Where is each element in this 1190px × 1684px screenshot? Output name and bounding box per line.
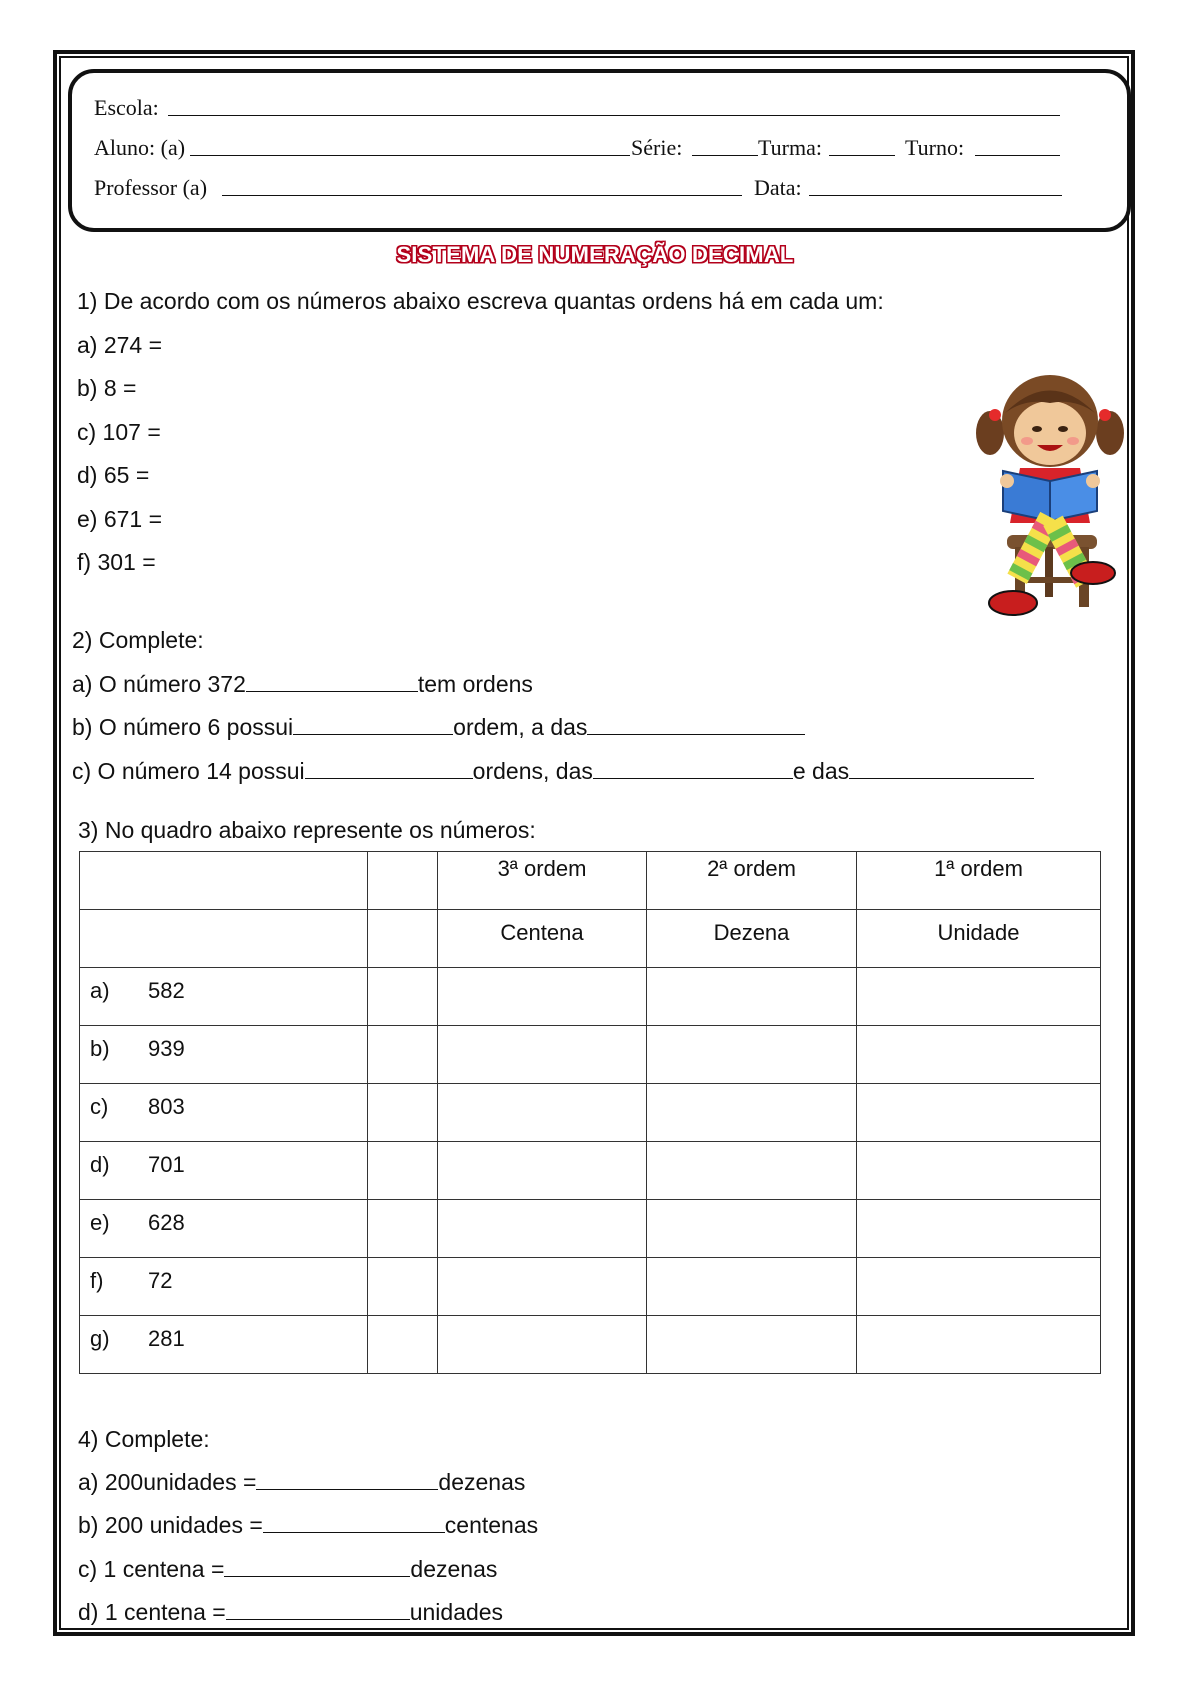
q2-a-blank[interactable]: [246, 671, 418, 692]
header-unidade: Unidade: [857, 910, 1101, 968]
row-letter: c): [90, 1094, 109, 1119]
date-label: Data:: [754, 175, 802, 200]
table-row: [80, 1084, 1101, 1142]
girl-reading-illustration: [975, 363, 1125, 623]
q4-a-post: dezenas: [438, 1469, 526, 1495]
row-letter: a): [90, 978, 110, 1003]
row-number: 281: [148, 1326, 185, 1351]
shift-label: Turno:: [905, 135, 965, 160]
header-order-2: 2ª ordem: [647, 852, 857, 910]
grade-label: Série:: [631, 135, 683, 160]
q3-prompt: 3) No quadro abaixo represente os números:: [78, 817, 536, 843]
page-title: SISTEMA DE NUMERAÇÃO DECIMAL: [396, 242, 794, 267]
row-letter: e): [90, 1210, 110, 1235]
q2-c-blank-3[interactable]: [849, 758, 1034, 779]
q4-prompt: 4) Complete:: [78, 1426, 210, 1452]
cell-centena[interactable]: [438, 968, 647, 1026]
row-number: 72: [148, 1268, 173, 1293]
date-field[interactable]: [809, 195, 1062, 196]
row-number: 701: [148, 1152, 185, 1177]
teacher-label: Professor (a): [94, 175, 208, 200]
row-letter: d): [90, 1152, 110, 1177]
q2-c-mid: ordens, das: [472, 758, 593, 784]
cell-dezena[interactable]: [647, 1026, 857, 1084]
q2-b-mid: ordem, a das: [453, 714, 588, 740]
q2-c-pre: c) O número 14 possui: [72, 758, 305, 784]
q4-d-blank[interactable]: [226, 1599, 410, 1620]
q4-a-blank[interactable]: [256, 1469, 438, 1490]
q4-b-blank[interactable]: [263, 1512, 445, 1533]
table-row: [80, 1026, 1101, 1084]
table-header-row-orders: [80, 852, 1101, 910]
teacher-field[interactable]: [222, 195, 742, 196]
header-centena: Centena: [438, 910, 647, 968]
q2-item-a: [72, 671, 533, 698]
header-order-1: 1ª ordem: [857, 852, 1101, 910]
cell-dezena[interactable]: [647, 1084, 857, 1142]
q4-item-d: [78, 1599, 503, 1626]
q2-item-b: [72, 714, 805, 741]
q1-item-d: d) 65 =: [77, 462, 150, 488]
cell-unidade[interactable]: [857, 968, 1101, 1026]
shift-field[interactable]: [975, 155, 1060, 156]
q2-b-blank-1[interactable]: [293, 714, 453, 735]
cell-centena[interactable]: [438, 1026, 647, 1084]
q2-b-pre: b) O número 6 possui: [72, 714, 294, 740]
cell-dezena[interactable]: [647, 1316, 857, 1374]
place-value-table: [79, 851, 1101, 1374]
q1-item-f: f) 301 =: [77, 549, 156, 575]
cell-centena[interactable]: [438, 1316, 647, 1374]
q2-a-pre: a) O número 372: [72, 671, 246, 697]
cell-centena[interactable]: [438, 1142, 647, 1200]
student-field[interactable]: [190, 155, 630, 156]
q2-a-post: tem ordens: [417, 671, 533, 697]
school-field[interactable]: [168, 115, 1060, 116]
q1-item-c: c) 107 =: [77, 419, 161, 445]
cell-centena[interactable]: [438, 1084, 647, 1142]
cell-unidade[interactable]: [857, 1026, 1101, 1084]
grade-field[interactable]: [692, 155, 758, 156]
row-number: 628: [148, 1210, 185, 1235]
table-row: [80, 968, 1101, 1026]
student-label: Aluno: (a): [94, 135, 186, 160]
q4-b-post: centenas: [444, 1512, 539, 1538]
q2-b-blank-2[interactable]: [587, 714, 805, 735]
q4-c-blank[interactable]: [224, 1556, 410, 1577]
cell-unidade[interactable]: [857, 1084, 1101, 1142]
cell-unidade[interactable]: [857, 1142, 1101, 1200]
table-row: [80, 1258, 1101, 1316]
q1-item-a: a) 274 =: [77, 332, 163, 358]
row-letter: f): [90, 1268, 104, 1293]
q2-c-post: e das: [792, 758, 850, 784]
q1-item-b: b) 8 =: [77, 375, 137, 401]
q2-c-blank-1[interactable]: [305, 758, 473, 779]
q4-item-c: [78, 1556, 497, 1583]
q4-d-post: unidades: [409, 1599, 504, 1625]
q4-c-pre: c) 1 centena =: [78, 1556, 225, 1582]
q4-d-pre: d) 1 centena =: [78, 1599, 226, 1625]
q4-b-pre: b) 200 unidades =: [78, 1512, 263, 1538]
q2-prompt: 2) Complete:: [72, 627, 204, 653]
row-number: 582: [148, 978, 185, 1003]
q4-item-b: [78, 1512, 538, 1539]
cell-centena[interactable]: [438, 1258, 647, 1316]
q2-item-c: [72, 758, 1034, 785]
class-field[interactable]: [829, 155, 895, 156]
cell-unidade[interactable]: [857, 1258, 1101, 1316]
table-row: [80, 1316, 1101, 1374]
q4-a-pre: a) 200unidades =: [78, 1469, 257, 1495]
cell-centena[interactable]: [438, 1200, 647, 1258]
q1-item-e: e) 671 =: [77, 506, 163, 532]
class-label: Turma:: [758, 135, 822, 160]
cell-dezena[interactable]: [647, 968, 857, 1026]
school-label: Escola:: [94, 95, 159, 120]
table-row: [80, 1142, 1101, 1200]
row-letter: b): [90, 1036, 110, 1061]
table-row: [80, 1200, 1101, 1258]
q4-item-a: [78, 1469, 525, 1496]
header-order-3: 3ª ordem: [438, 852, 647, 910]
cell-dezena[interactable]: [647, 1258, 857, 1316]
cell-unidade[interactable]: [857, 1316, 1101, 1374]
header-box: [68, 69, 1131, 232]
cell-dezena[interactable]: [647, 1142, 857, 1200]
cell-dezena[interactable]: [647, 1200, 857, 1258]
q1-prompt: 1) De acordo com os números abaixo escreva quantas ordens há em cada um:: [77, 288, 884, 314]
row-number: 939: [148, 1036, 185, 1061]
header-dezena: Dezena: [647, 910, 857, 968]
row-letter: g): [90, 1326, 110, 1351]
table-header-row-places: [80, 910, 1101, 968]
q4-c-post: dezenas: [410, 1556, 498, 1582]
cell-unidade[interactable]: [857, 1200, 1101, 1258]
q2-c-blank-2[interactable]: [593, 758, 793, 779]
row-number: 803: [148, 1094, 185, 1119]
